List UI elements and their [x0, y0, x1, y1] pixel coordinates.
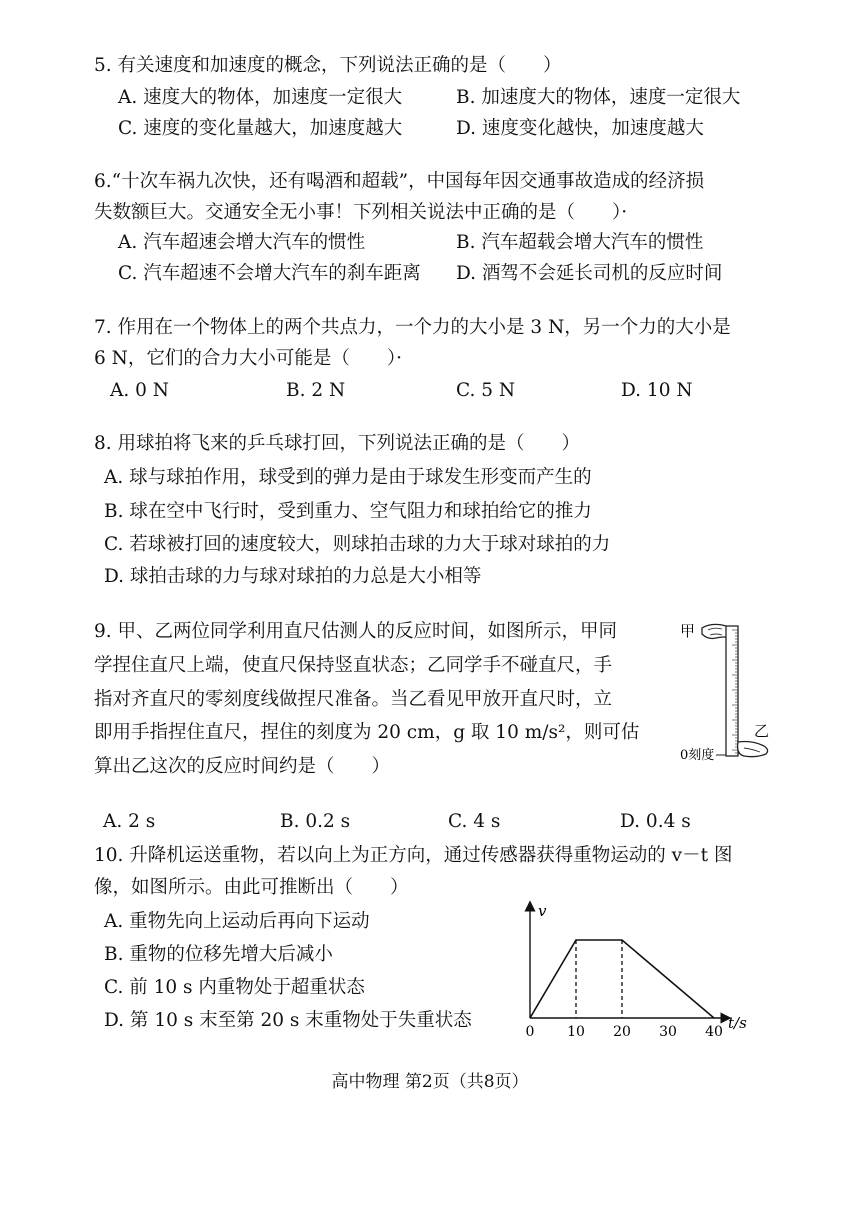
- q9-stem-line-5: 算出乙这次的反应时间约是（ ）: [94, 756, 391, 777]
- q10-stem-line-1: 10. 升降机运送重物，若以向上为正方向，通过传感器获得重物运动的 v－t 图: [94, 845, 733, 866]
- q8-option-b: B. 球在空中飞行时，受到重力、空气阻力和球拍给它的推力: [104, 501, 592, 522]
- q9-option-a: A. 2 s: [103, 811, 156, 832]
- q9-option-d: D. 0.4 s: [620, 811, 691, 832]
- x-axis-label: t/s: [728, 1014, 747, 1032]
- x-tick-label-3: 30: [659, 1024, 677, 1038]
- q9-stem-line-3: 指对齐直尺的零刻度线做捏尺准备。当乙看见甲放开直尺时，立: [94, 689, 613, 710]
- q9-option-c: C. 4 s: [448, 811, 501, 832]
- q10-option-b: B. 重物的位移先增大后减小: [104, 944, 333, 965]
- q9-stem-line-2: 学捏住直尺上端，使直尺保持竖直状态；乙同学手不碰直尺，手: [94, 655, 613, 676]
- ruler-reaction-figure: [674, 618, 794, 778]
- q10-option-a: A. 重物先向上运动后再向下运动: [104, 911, 370, 932]
- q5-stem: 5. 有关速度和加速度的概念，下列说法正确的是（ ）: [94, 55, 562, 76]
- q7-option-d: D. 10 N: [621, 380, 693, 401]
- q8-stem: 8. 用球拍将飞来的乒乓球打回，下列说法正确的是（ ）: [94, 433, 581, 454]
- q6-option-c: C. 汽车超速不会增大汽车的刹车距离: [118, 263, 421, 284]
- q6-option-b: B. 汽车超载会增大汽车的惯性: [456, 232, 704, 253]
- x-tick-label-1: 10: [567, 1024, 585, 1038]
- figure-label-yi: 乙: [754, 722, 770, 740]
- x-tick-label-0: 0: [525, 1024, 535, 1038]
- q7-option-b: B. 2 N: [286, 380, 346, 401]
- q7-option-a: A. 0 N: [110, 380, 169, 401]
- ruler: [726, 626, 738, 756]
- q5-option-d: D. 速度变化越快，加速度越大: [456, 118, 704, 139]
- q5-option-b: B. 加速度大的物体，速度一定很大: [456, 87, 741, 108]
- q10-stem-line-2: 像，如图所示。由此可推断出（ ）: [94, 877, 409, 898]
- x-tick-label-2: 20: [613, 1024, 631, 1038]
- q10-option-d: D. 第 10 s 末至第 20 s 末重物处于失重状态: [104, 1010, 472, 1031]
- q9-stem-line-1: 9. 甲、乙两位同学利用直尺估测人的反应时间，如图所示，甲同: [94, 621, 618, 642]
- vt-chart: [516, 898, 776, 1038]
- q5-option-c: C. 速度的变化量越大，加速度越大: [118, 118, 403, 139]
- q7-stem-line-1: 7. 作用在一个物体上的两个共点力，一个力的大小是 3 N，另一个力的大小是: [94, 317, 731, 338]
- q8-option-d: D. 球拍击球的力与球对球拍的力总是大小相等: [104, 566, 482, 587]
- figure-label-zero-scale: 0刻度: [680, 748, 715, 763]
- q8-option-c: C. 若球被打回的速度较大，则球拍击球的力大于球对球拍的力: [104, 534, 611, 555]
- q9-option-b: B. 0.2 s: [280, 811, 351, 832]
- q6-stem-line-1: 6.“十次车祸九次快，还有喝酒和超载”，中国每年因交通事故造成的经济损: [94, 171, 705, 192]
- q6-option-a: A. 汽车超速会增大汽车的惯性: [118, 232, 366, 253]
- figure-label-jia: 甲: [680, 622, 696, 640]
- q9-stem-line-4: 即用手指捏住直尺，捏住的刻度为 20 cm，g 取 10 m/s²，则可估: [94, 722, 640, 743]
- q8-option-a: A. 球与球拍作用，球受到的弹力是由于球发生形变而产生的: [104, 467, 592, 488]
- y-axis-label: v: [538, 902, 547, 920]
- q6-option-d: D. 酒驾不会延长司机的反应时间: [456, 263, 723, 284]
- q6-stem-line-2: 失数额巨大。交通安全无小事！下列相关说法中正确的是（ ）·: [94, 202, 628, 223]
- q7-stem-line-2: 6 N，它们的合力大小可能是（ ）·: [94, 348, 402, 369]
- q7-option-c: C. 5 N: [456, 380, 516, 401]
- q5-option-a: A. 速度大的物体，加速度一定很大: [118, 87, 403, 108]
- q10-option-c: C. 前 10 s 内重物处于超重状态: [104, 977, 365, 998]
- hand-bottom-icon: [738, 742, 768, 757]
- x-tick-label-4: 40: [705, 1024, 723, 1038]
- page-footer: 高中物理 第2页（共8页）: [331, 1072, 529, 1092]
